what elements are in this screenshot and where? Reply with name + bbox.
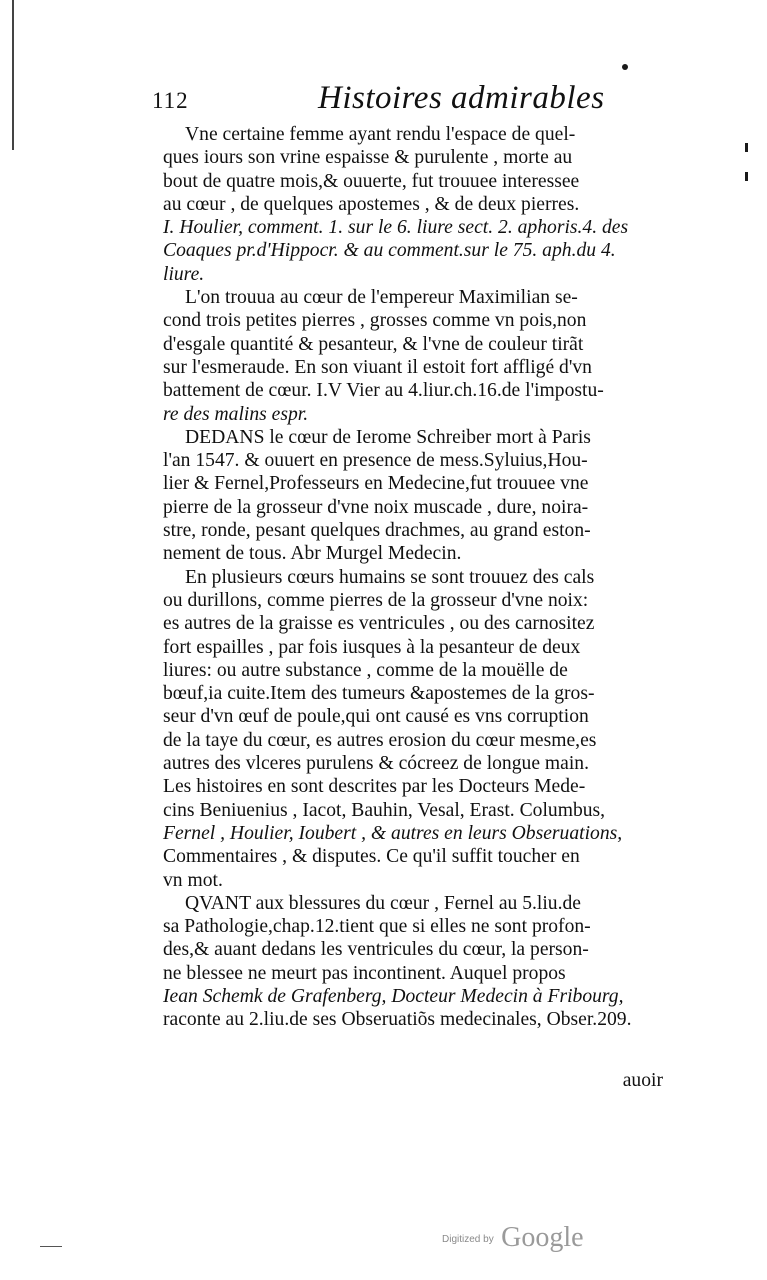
text-line: L'on trouua au cœur de l'empereur Maximilian se- (185, 287, 578, 309)
text-line: bout de quatre mois,& ouuerte, fut trouuee interessee (163, 170, 580, 192)
text-line: pierre de la grosseur d'vne noix muscade , dure, noira- (163, 496, 589, 518)
scan-mark (622, 64, 628, 70)
text-line: ques iours son vrine espaisse & purulente , morte au (163, 147, 573, 169)
text-line: sa Pathologie,chap.12.tient que si elles ne sont profon- (163, 916, 591, 938)
text-line: QVANT aux blessures du cœur , Fernel au 5.liu.de (185, 892, 581, 914)
text-line: ou durillons, comme pierres de la grosseur d'vne noix: (163, 589, 589, 611)
text-line: des,& auant dedans les ventricules du cœur, la person- (163, 939, 589, 961)
text-line: Commentaires , & disputes. Ce qu'il suffit toucher en (163, 846, 580, 868)
text-line: lier & Fernel,Professeurs en Medecine,fut trouuee vne (163, 473, 589, 495)
text-line: l'an 1547. & ouuert en presence de mess.Syluius,Hou- (163, 450, 588, 472)
text-line: liures: ou autre substance , comme de la mouëlle de (163, 659, 568, 681)
text-line: raconte au 2.liu.de ses Obseruatiõs medecinales, Obser.209. (163, 1009, 632, 1031)
text-line: sur l'esmeraude. En son viuant il estoit fort affligé d'vn (163, 356, 592, 378)
text-line: DEDANS le cœur de Ierome Schreiber mort à Paris (185, 426, 591, 448)
citation-line: Coaques pr.d'Hippocr. & au comment.sur le 75. aph.du 4. (163, 240, 616, 262)
text-line: d'esgale quantité & pesanteur, & l'vne de couleur tirãt (163, 333, 584, 355)
text-line: Les histoires en sont descrites par les Docteurs Mede- (163, 776, 586, 798)
page-number: 112 (152, 88, 189, 113)
scan-mark (40, 1246, 62, 1247)
citation-line: liure. (163, 263, 205, 285)
running-head: Histoires admirables (318, 80, 605, 116)
citation-line: I. Houlier, comment. 1. sur le 6. liure sect. 2. aphoris.4. des (163, 217, 629, 239)
text-line: es autres de la graisse es ventricules , ou des carnositez (163, 613, 595, 635)
text-line: Fernel , Houlier, Ioubert , & autres en leurs Obseruations, (163, 822, 623, 844)
scan-mark (745, 172, 748, 181)
text-line: En plusieurs cœurs humains se sont trouuez des cals (185, 566, 595, 588)
citation-line: re des malins espr. (163, 403, 309, 425)
google-logo: Google (501, 1222, 584, 1253)
google-watermark (442, 1222, 584, 1254)
text-line: ne blessee ne meurt pas incontinent. Auquel propos (163, 962, 566, 984)
scan-mark (12, 0, 14, 150)
text-line: Vne certaine femme ayant rendu l'espace de quel- (185, 124, 576, 145)
text-line: stre, ronde, pesant quelques drachmes, au grand eston- (163, 520, 591, 542)
text-line: battement de cœur. I.V Vier au 4.liur.ch.16.de l'impostu- (163, 380, 604, 402)
text-line: cond trois petites pierres , grosses comme vn pois,non (163, 310, 587, 332)
citation-line: Iean Schemk de Grafenberg, Docteur Medecin à Fribourg, (163, 985, 624, 1007)
text-line: nement de tous. Abr Murgel Medecin. (163, 543, 462, 565)
catchword: auoir (622, 1070, 663, 1091)
scan-mark (745, 143, 748, 152)
text-line: fort espailles , par fois iusques à la pesanteur de deux (163, 636, 581, 658)
text-line: au cœur , de quelques apostemes , & de deux pierres. (163, 193, 580, 215)
text-line: autres des vlceres purulens & cócreez de longue main. (163, 753, 589, 775)
text-line: bœuf,ia cuite.Item des tumeurs &apostemes de la gros- (163, 683, 595, 705)
digitized-by-text: Digitized by (442, 1234, 494, 1245)
text-line: vn mot. (163, 869, 223, 891)
text-line: de la taye du cœur, es autres erosion du cœur mesme,es (163, 729, 597, 751)
text-line: cins Beniuenius , Iacot, Bauhin, Vesal, Erast. Columbus, (163, 799, 606, 821)
text-line: seur d'vn œuf de poule,qui ont causé es vns corruption (163, 706, 589, 728)
text-block (163, 123, 668, 1032)
